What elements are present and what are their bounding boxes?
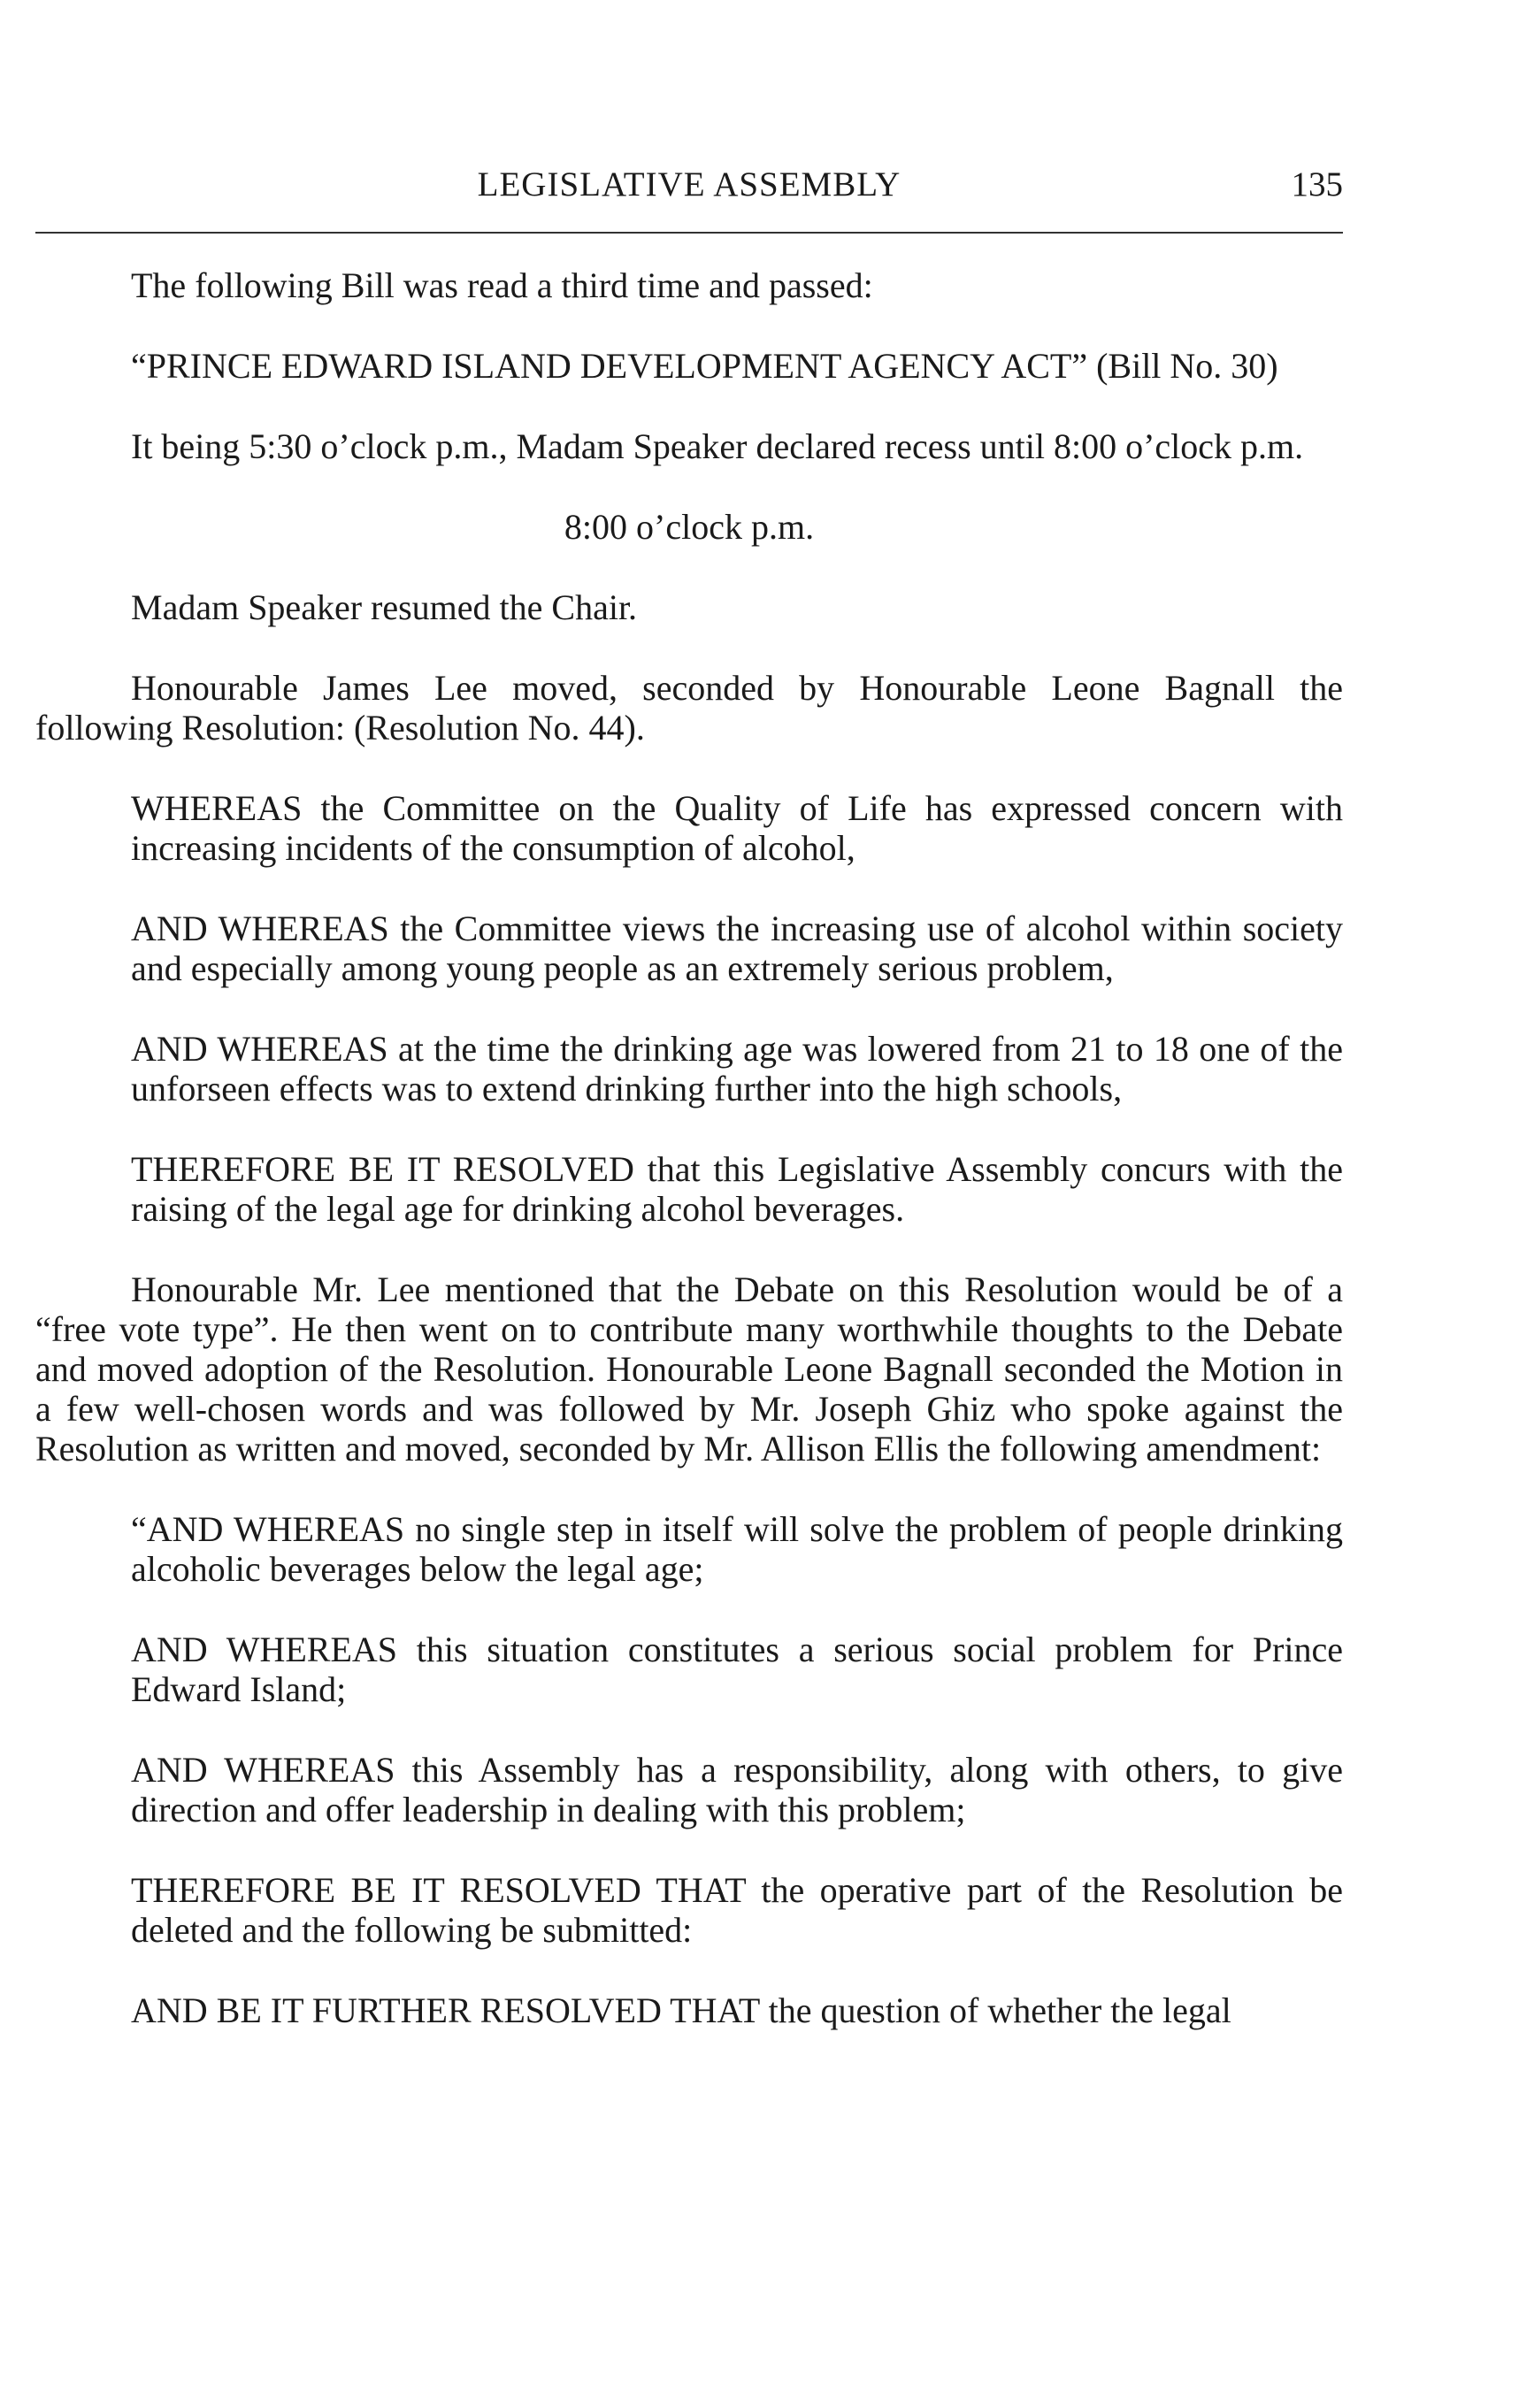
resolution-clause: AND WHEREAS at the time the drinking age was lowered from 21 to 18 one of the unforseen effects was to extend drinking further into the high schools, — [131, 1029, 1343, 1108]
amendment-clause: “AND WHEREAS no single step in itself will solve the problem of people drinking alcoholic beverages below the legal age; — [131, 1509, 1343, 1589]
resolution-clause: AND WHEREAS the Committee views the increasing use of alcohol within society and especially among young people as an extremely serious problem, — [131, 909, 1343, 988]
paragraph-speaker-resumed: Madam Speaker resumed the Chair. — [131, 587, 638, 627]
paragraph-bill-passed: The following Bill was read a third time and passed: — [131, 265, 873, 305]
paragraph-motion: Honourable James Lee moved, seconded by Honourable Leone Bagnall the following Resolution: (Resolution No. 44). — [35, 668, 1343, 748]
resolution-clause: THEREFORE BE IT RESOLVED that this Legislative Assembly concurs with the raising of the legal age for drinking alcohol beverages. — [131, 1149, 1343, 1229]
page-header — [35, 165, 1343, 214]
amendment-clause: AND WHEREAS this situation constitutes a serious social problem for Prince Edward Island; — [131, 1630, 1343, 1709]
paragraph-debate: Honourable Mr. Lee mentioned that the Debate on this Resolution would be of a “free vote type”. He then went on to contribute many worthwhile thoughts to the Debate and moved adoption of the Resolution. Honourable Leone Bagnall seconded the Motion in a few well-chosen words and was followed by Mr. Joseph Ghiz who spoke against the Resolution as written and moved, seconded by Mr. Allison Ellis the following amendment: — [35, 1269, 1343, 1469]
page-number: 135 — [1291, 165, 1343, 203]
document-body — [35, 265, 1343, 2030]
paragraph-recess: It being 5:30 o’clock p.m., Madam Speaker declared recess until 8:00 o’clock p.m. — [131, 426, 1304, 466]
time-heading: 8:00 o’clock p.m. — [564, 507, 815, 547]
resolution-clause: WHEREAS the Committee on the Quality of Life has expressed concern with increasing incidents of the consumption of alcohol, — [131, 788, 1343, 868]
amendment-clause: AND WHEREAS this Assembly has a responsibility, along with others, to give direction and offer leadership in dealing with this problem; — [131, 1750, 1343, 1829]
running-head: LEGISLATIVE ASSEMBLY — [477, 165, 901, 203]
amendment-clause: THEREFORE BE IT RESOLVED THAT the operative part of the Resolution be deleted and the following be submitted: — [131, 1870, 1343, 1950]
amendment-clause: AND BE IT FURTHER RESOLVED THAT the question of whether the legal — [131, 1990, 1231, 2030]
header-rule — [35, 232, 1343, 234]
paragraph-bill-title: “PRINCE EDWARD ISLAND DEVELOPMENT AGENCY ACT” (Bill No. 30) — [131, 346, 1278, 386]
